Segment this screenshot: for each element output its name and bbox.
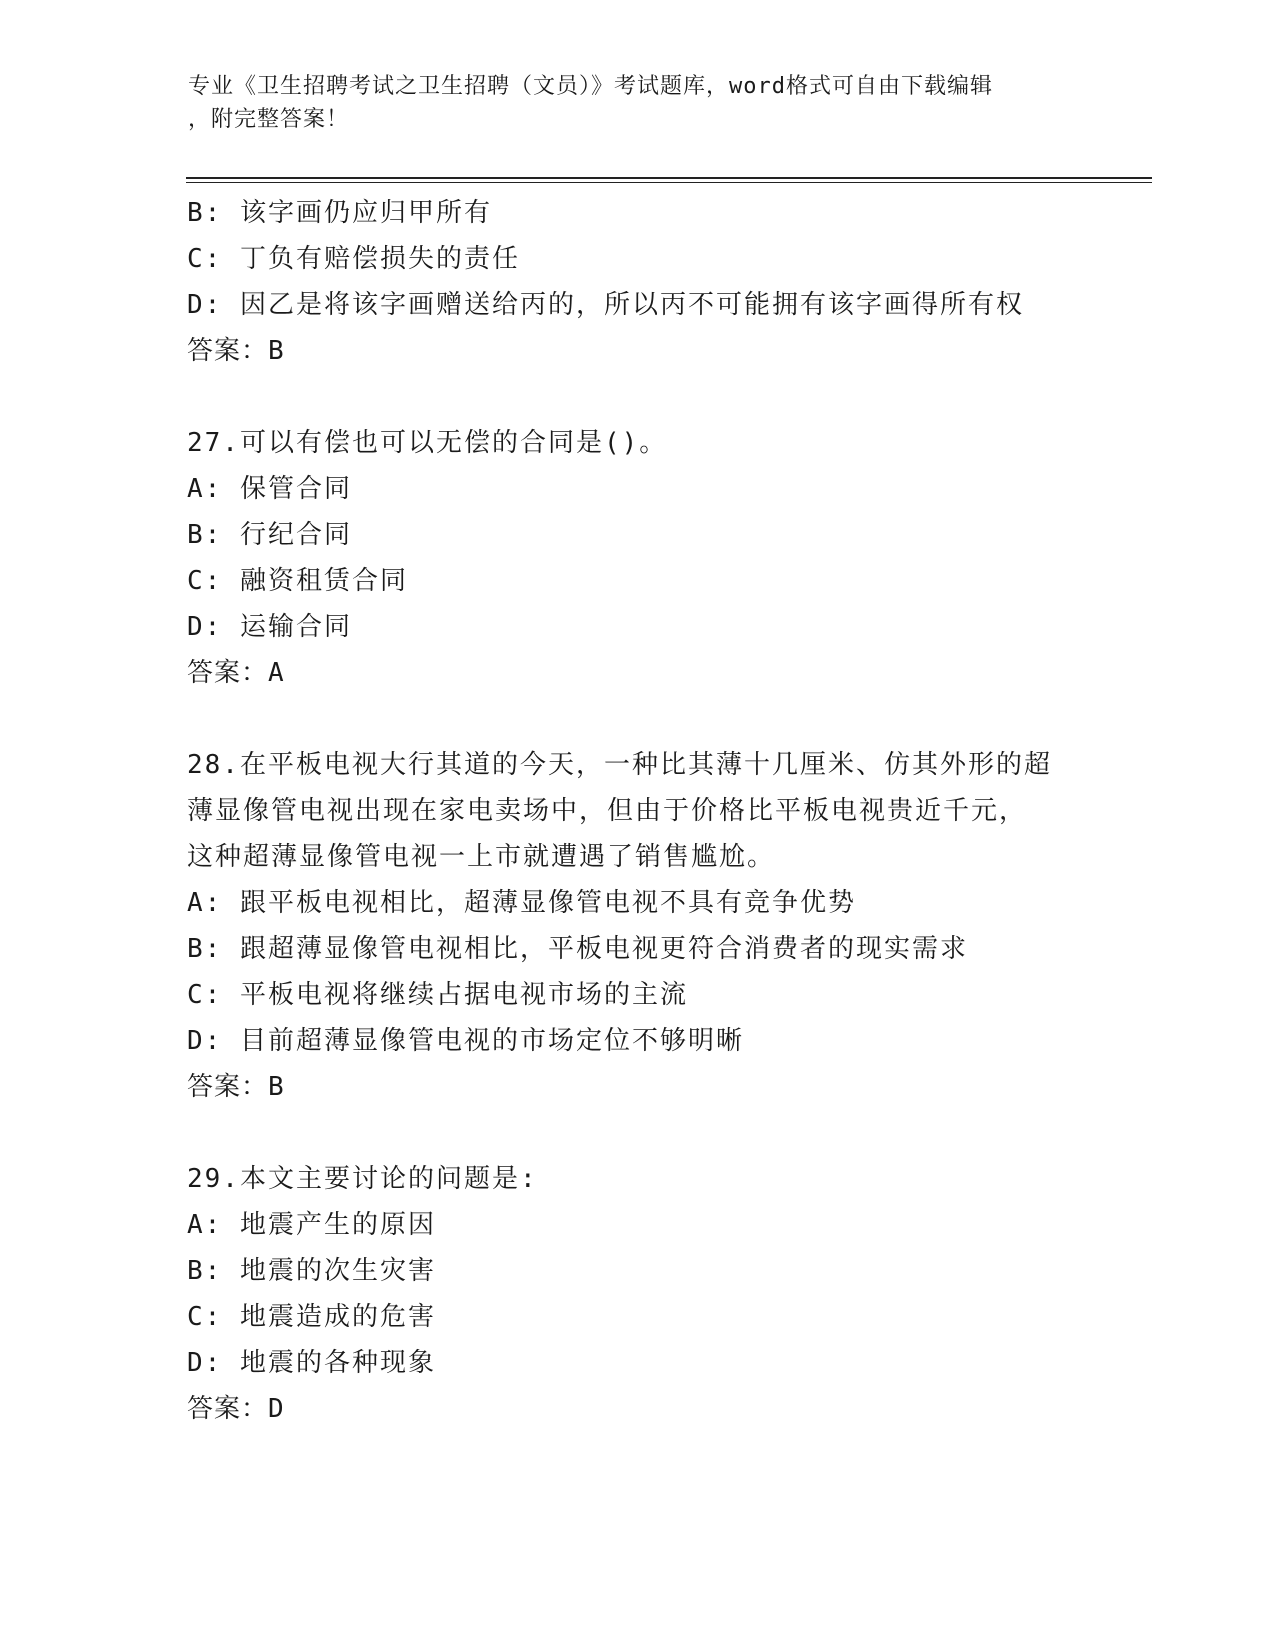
document-header — [188, 70, 1088, 136]
option-line: A: 地震产生的原因 — [187, 1210, 436, 1240]
question-text: 这种超薄显像管电视一上市就遭遇了销售尴尬。 — [187, 842, 776, 872]
answer-line: 答案：A — [187, 658, 285, 688]
option-line: A: 跟平板电视相比，超薄显像管电视不具有竞争优势 — [187, 888, 856, 918]
question-block — [187, 1156, 1147, 1432]
option-line: A: 保管合同 — [187, 474, 352, 504]
question-text: 28.在平板电视大行其道的今天，一种比其薄十几厘米、仿其外形的超 — [187, 750, 1052, 780]
question-block — [187, 742, 1147, 1110]
option-line: C: 平板电视将继续占据电视市场的主流 — [187, 980, 688, 1010]
question-list — [187, 190, 1147, 1432]
answer-line: 答案：D — [187, 1394, 285, 1424]
header-line-1: 专业《卫生招聘考试之卫生招聘（文员）》考试题库，word格式可自由下载编辑 — [188, 74, 993, 99]
question-text: 29.本文主要讨论的问题是: — [187, 1164, 538, 1194]
block-spacer — [187, 1110, 1147, 1156]
option-line: C: 地震造成的危害 — [187, 1302, 436, 1332]
option-line: B: 该字画仍应归甲所有 — [187, 198, 492, 228]
question-block — [187, 420, 1147, 696]
header-divider-thick — [186, 177, 1152, 179]
option-line: B: 跟超薄显像管电视相比，平板电视更符合消费者的现实需求 — [187, 934, 968, 964]
option-line: B: 行纪合同 — [187, 520, 352, 550]
answer-line: 答案：B — [187, 1072, 285, 1102]
question-block — [187, 190, 1147, 374]
option-line: D: 因乙是将该字画赠送给丙的，所以丙不可能拥有该字画得所有权 — [187, 290, 1024, 320]
block-spacer — [187, 374, 1147, 420]
option-line: D: 运输合同 — [187, 612, 352, 642]
header-divider-thin — [186, 182, 1152, 183]
option-line: D: 地震的各种现象 — [187, 1348, 436, 1378]
option-line: D: 目前超薄显像管电视的市场定位不够明晰 — [187, 1026, 744, 1056]
answer-line: 答案：B — [187, 336, 285, 366]
question-text: 薄显像管电视出现在家电卖场中，但由于价格比平板电视贵近千元， — [187, 796, 1028, 826]
option-line: B: 地震的次生灾害 — [187, 1256, 436, 1286]
question-text: 27.可以有偿也可以无偿的合同是()。 — [187, 428, 668, 458]
option-line: C: 丁负有赔偿损失的责任 — [187, 244, 520, 274]
block-spacer — [187, 696, 1147, 742]
header-line-2: ，附完整答案！ — [188, 107, 350, 132]
option-line: C: 融资租赁合同 — [187, 566, 408, 596]
